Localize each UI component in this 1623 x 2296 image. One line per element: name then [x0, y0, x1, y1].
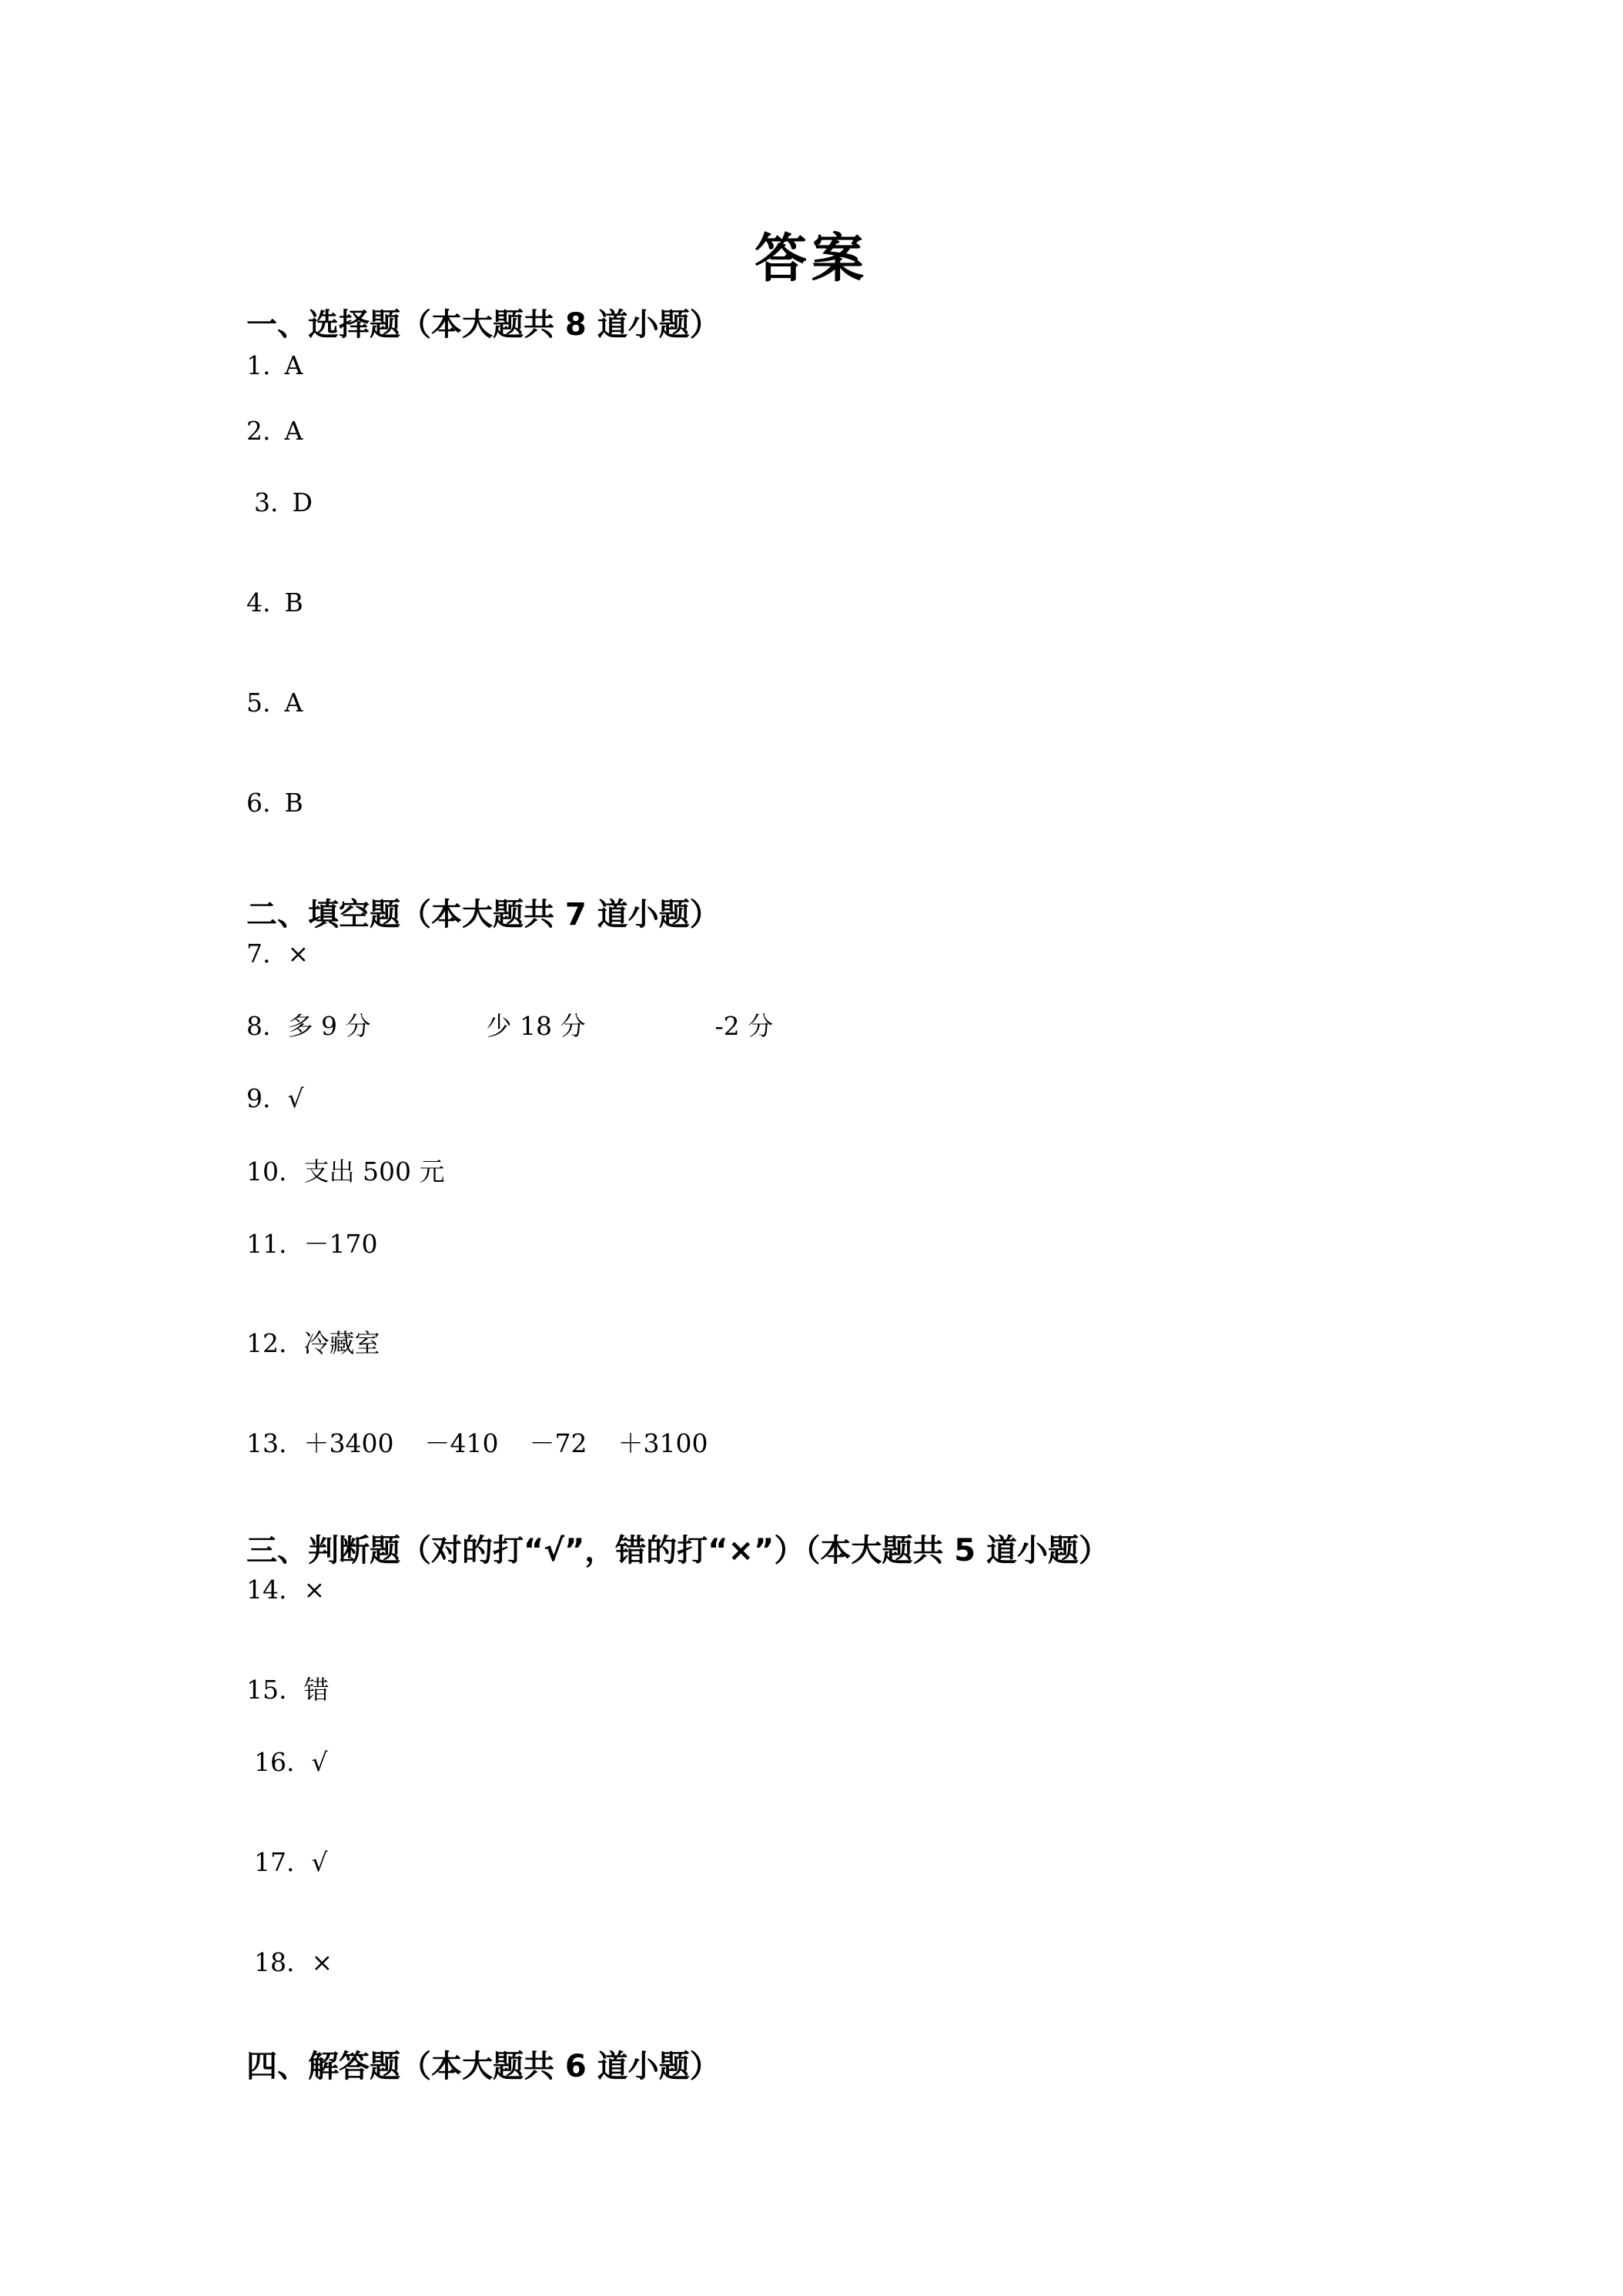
- answer-value: D: [292, 487, 313, 517]
- answer-item-11: [246, 1231, 377, 1257]
- answer-number: 6.: [246, 788, 271, 818]
- answer-item-5: [246, 688, 303, 718]
- answer-number: 13.: [246, 1428, 287, 1458]
- answer-item-16: [254, 1749, 328, 1775]
- answer-item-18: [254, 1947, 333, 1977]
- section-heading-true-false: 三、判断题（对的打“√”，错的打“×”）（本大题共 5 道小题）: [246, 1533, 1110, 1568]
- answer-number: 16.: [254, 1747, 295, 1777]
- answer-value: －170: [303, 1229, 378, 1259]
- answer-item-10: [246, 1156, 445, 1186]
- answer-number: 1.: [246, 350, 271, 380]
- section-heading-choice: 一、选择题（本大题共 8 道小题）: [246, 307, 721, 343]
- answer-value-part-1: 多 9 分: [287, 1011, 371, 1041]
- answer-value: B: [284, 587, 303, 618]
- answer-value: A: [284, 416, 303, 446]
- answer-item-17: [254, 1849, 328, 1875]
- answer-item-6: [246, 788, 303, 818]
- answer-number: 5.: [246, 688, 271, 718]
- answer-number: 9.: [246, 1083, 271, 1113]
- answer-number: 11.: [246, 1229, 287, 1259]
- answer-value: √: [287, 1083, 304, 1113]
- answer-value-part-3: －72: [529, 1428, 587, 1458]
- answer-value-part-2: －410: [424, 1428, 499, 1458]
- answer-item-12: [246, 1330, 380, 1356]
- answer-item-15: [246, 1675, 330, 1705]
- answer-item-14: [246, 1575, 326, 1605]
- section-heading-fill-blank: 二、填空题（本大题共 7 道小题）: [246, 897, 721, 932]
- answer-item-3: [254, 487, 313, 517]
- answer-number: 7.: [246, 939, 271, 969]
- answer-number: 8.: [246, 1011, 271, 1041]
- answer-value-part-3: -2 分: [714, 1011, 774, 1041]
- answer-number: 2.: [246, 416, 271, 446]
- answer-item-13: [246, 1428, 708, 1458]
- answer-value: 冷藏室: [303, 1328, 380, 1358]
- answer-value: ×: [303, 1575, 326, 1605]
- answer-item-8: [246, 1013, 773, 1039]
- answer-number: 14.: [246, 1575, 287, 1605]
- answer-value: B: [284, 788, 303, 818]
- answer-value: 错: [303, 1675, 330, 1705]
- answer-item-2: [246, 416, 303, 446]
- answer-value: A: [284, 688, 303, 718]
- answer-item-1: [246, 350, 303, 380]
- answer-value: √: [311, 1747, 328, 1777]
- page-title: 答案: [754, 228, 868, 290]
- answer-number: 17.: [254, 1847, 295, 1877]
- answer-value-part-1: ＋3400: [303, 1428, 394, 1458]
- answer-item-9: [246, 1083, 304, 1113]
- answer-number: 18.: [254, 1947, 295, 1977]
- answer-number: 10.: [246, 1156, 287, 1186]
- answer-item-7: [246, 939, 310, 969]
- answer-value: 支出 500 元: [303, 1156, 445, 1186]
- answer-value-part-4: ＋3100: [617, 1428, 708, 1458]
- answer-item-4: [246, 587, 303, 618]
- answer-value: A: [284, 350, 303, 380]
- answer-number: 3.: [254, 487, 279, 517]
- answer-number: 4.: [246, 587, 271, 618]
- answer-value-part-2: 少 18 分: [486, 1011, 586, 1041]
- answer-value: ×: [287, 939, 310, 969]
- section-heading-problem-solving: 四、解答题（本大题共 6 道小题）: [246, 2049, 721, 2084]
- answer-value: √: [311, 1847, 328, 1877]
- answer-number: 12.: [246, 1328, 287, 1358]
- answer-number: 15.: [246, 1675, 287, 1705]
- answer-value: ×: [311, 1947, 333, 1977]
